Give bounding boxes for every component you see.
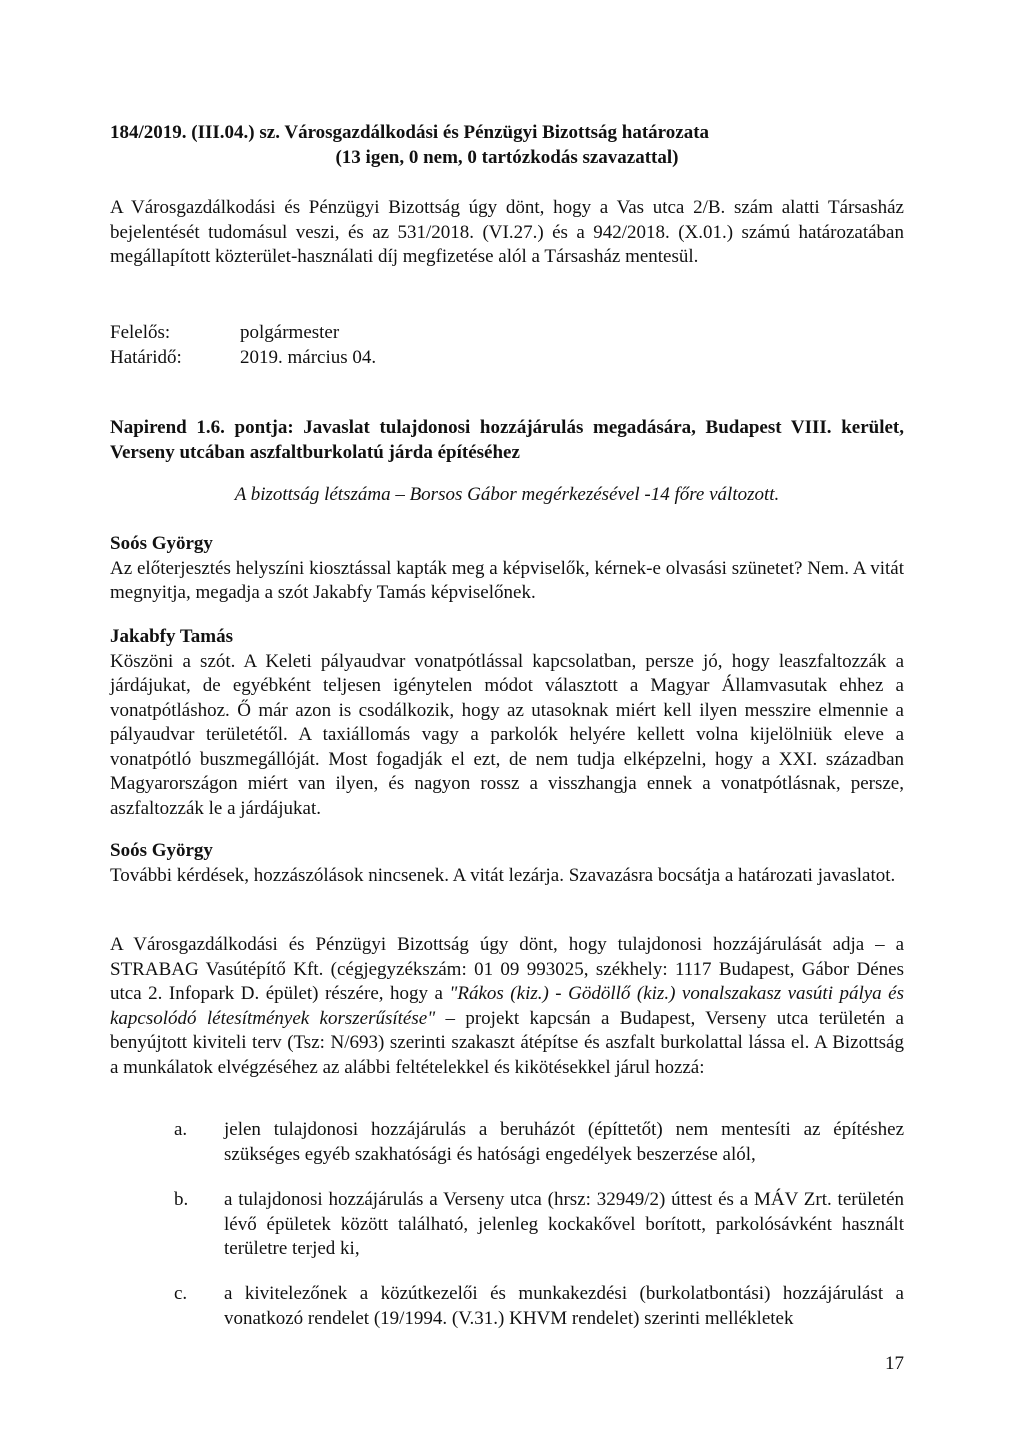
resolution-title-line: 184/2019. (III.04.) sz. Városgazdálkodási és Pénzügyi Bizottság határozata: [110, 122, 710, 143]
speech-text: Az előterjesztés helyszíni kiosztással kapták meg a képviselők, kérnek-e olvasási szünetet? Nem. A vitát megnyitja, megadja a szót Jakabfy Tamás képviselőnek.: [110, 557, 904, 603]
responsibility-block: [110, 321, 904, 370]
resolution-vote: (13 igen, 0 nem, 0 tartózkodás szavazattal): [335, 146, 679, 168]
decision-part-1: A Városgazdálkodási és Pénzügyi Bizottság úgy dönt, hogy tulajdonosi hozzájárulását adja – a STRABAG Vasútépítő Kft. (cégjegyzékszám: 01 09 993025, székhely: 1117 Budapest, Gábor Dénes utca 2. Infopark D. épület) részére, hogy a: [110, 934, 904, 1004]
speech-3: [110, 839, 904, 888]
page-number: 17: [885, 1353, 904, 1374]
condition-item: [174, 1188, 904, 1262]
speaker-name: Soós György: [110, 840, 213, 861]
condition-text: jelen tulajdonosi hozzájárulás a beruházót (építtetőt) nem mentesíti az építéshez szükséges egyéb szakhatósági és hatósági engedélyek beszerzése alól,: [224, 1119, 904, 1165]
condition-marker: c.: [174, 1283, 188, 1304]
resolution-text: A Városgazdálkodási és Pénzügyi Bizottság úgy dönt, hogy a Vas utca 2/B. szám alatti Társasház bejelentését tudomásul veszi, és az 531/2018. (VI.27.) és a 942/2018. (X.01.) számú határozatában megállapított közterület-használati díj megfizetése alól a Társasház mentesül.: [110, 197, 904, 267]
deadline-value: 2019. március 04.: [240, 346, 377, 368]
condition-item: [174, 1118, 904, 1167]
speech-text: További kérdések, hozzászólások nincsenek. A vitát lezárja. Szavazásra bocsátja a határozati javaslatot.: [110, 864, 896, 886]
decision-part-2: – projekt kapcsán a Budapest, Verseny utca területén a benyújtott kiviteli terv (Tsz: N/693) szerinti szakaszt átépítse és aszfalt burkolattal lássa el. A Bizottság a munkálatok elvégzéséhez az alábbi feltételekkel és kikötésekkel járul hozzá:: [110, 1007, 904, 1078]
responsible-label: Felelős:: [110, 322, 171, 343]
decision-project-title: "Rákos (kiz.) - Gödöllő (kiz.) vonalszakasz vasúti pálya és kapcsolódó létesítmények korszerűsítése": [110, 983, 904, 1029]
condition-text: a kivitelezőnek a közútkezelői és munkakezdési (burkolatbontási) hozzájárulást a vonatkozó rendelet (19/1994. (V.31.) KHVM rendelet) szerinti mellékletek: [224, 1283, 904, 1329]
responsible-row: [110, 321, 904, 346]
agenda-note: A bizottság létszáma – Borsos Gábor megérkezésével -14 főre változott.: [234, 484, 780, 505]
condition-item: [174, 1282, 904, 1331]
condition-marker: b.: [174, 1189, 189, 1210]
speech-text: Köszöni a szót. A Keleti pályaudvar vonatpótlással kapcsolatban, persze jó, hogy leaszfaltozzák a járdájukat, de egyébként teljesen igénytelen módot választott a Magyar Államvasutak ehhez a vonatpótláshoz. Ő már azon is csodálkozik, hogy az utasoknak miért kell ilyen messzire elmennie a pályaudvar területétől. A taxiállomás vagy a parkolók helyére kellett volna kijelölniük eleve a vonatpótló buszmegállóját. Most fogadják el ezt, de nem tudja elképzelni, hogy a XXI. században Magyarországon miért van ilyen, és nagyon rossz a visszhangja ennek a vonatpótlásnak, persze, aszfaltozzák le a járdájukat.: [110, 650, 904, 819]
condition-text: a tulajdonosi hozzájárulás a Verseny utca (hrsz: 32949/2) úttest és a MÁV Zrt. területén lévő épületek között található, jelenleg kockakővel borított, parkolósávként használt területre terjed ki,: [224, 1189, 904, 1259]
responsible-value: polgármester: [240, 322, 340, 343]
speech-2: [110, 625, 904, 821]
deadline-row: [110, 346, 904, 371]
decision-text: [110, 933, 904, 1080]
speaker-name: Soós György: [110, 533, 213, 554]
condition-marker: a.: [174, 1119, 188, 1140]
deadline-label: Határidő:: [110, 346, 182, 368]
speech-1: [110, 532, 904, 606]
agenda-heading: Napirend 1.6. pontja: Javaslat tulajdonosi hozzájárulás megadására, Budapest VIII. kerület, Verseny utcában aszfaltburkolatú járda építéséhez: [110, 417, 904, 463]
resolution-title: [110, 121, 904, 170]
speaker-name: Jakabfy Tamás: [110, 626, 234, 647]
